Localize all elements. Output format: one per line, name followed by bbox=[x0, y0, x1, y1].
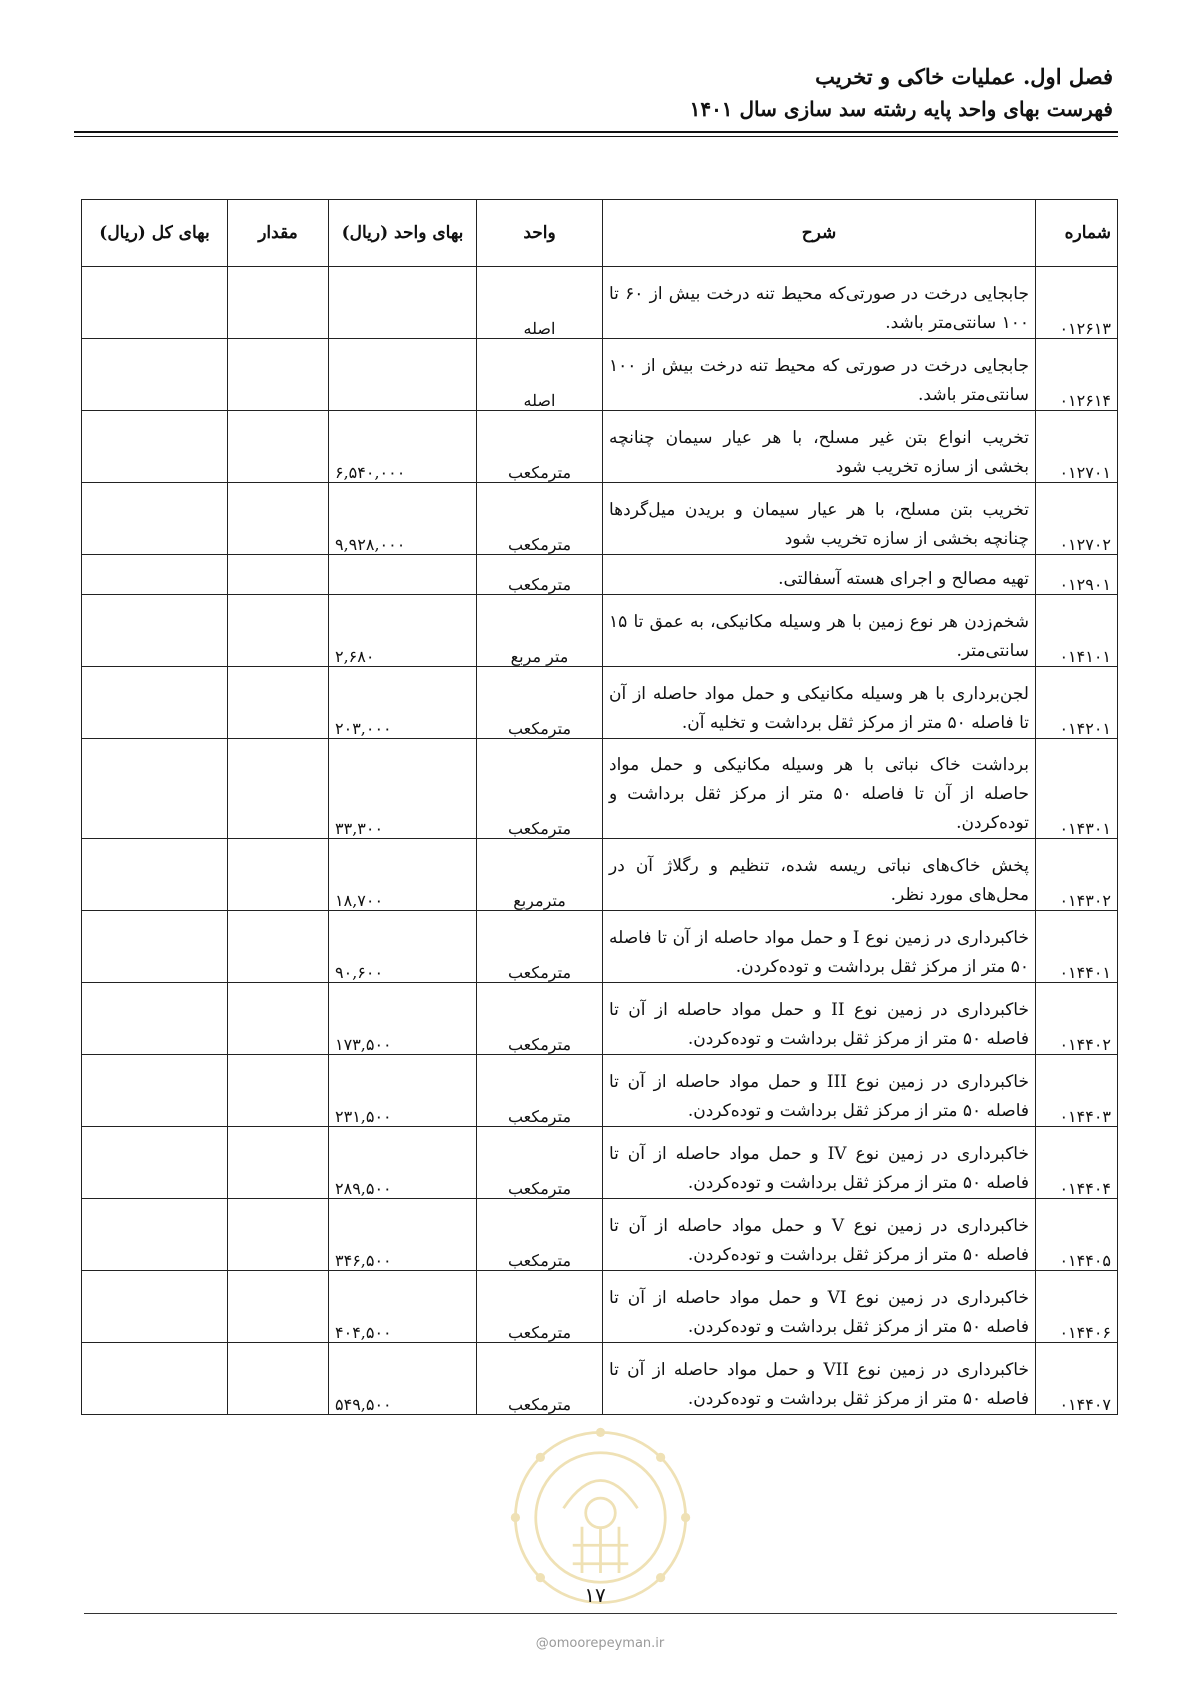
table-row bbox=[82, 911, 1118, 983]
item-unit-price: ۱۷۳,۵۰۰ bbox=[329, 983, 477, 1055]
item-total bbox=[82, 1271, 228, 1343]
item-description: جابجایی درخت در صورتی که محیط تنه درخت بیش از ۱۰۰ سانتی‌متر باشد. bbox=[603, 339, 1036, 411]
item-quantity bbox=[228, 1199, 329, 1271]
item-description: شخم‌زدن هر نوع زمین با هر وسیله مکانیکی، به عمق تا ۱۵ سانتی‌متر. bbox=[603, 595, 1036, 667]
table-row bbox=[82, 1127, 1118, 1199]
item-unit-price: ۲,۶۸۰ bbox=[329, 595, 477, 667]
item-unit-price: ۵۴۹,۵۰۰ bbox=[329, 1343, 477, 1415]
item-unit: مترمکعب bbox=[477, 1199, 603, 1271]
item-description: خاکبرداری در زمین نوع II و حمل مواد حاصله از آن تا فاصله ۵۰ متر از مرکز ثقل برداشت و توده‌کردن. bbox=[603, 983, 1036, 1055]
watermark-text: @omoorepeyman.ir bbox=[535, 1636, 665, 1651]
column-header-unit: واحد bbox=[477, 200, 603, 267]
item-total bbox=[82, 983, 228, 1055]
table-row bbox=[82, 1055, 1118, 1127]
column-header-unit-price: بهای واحد (ریال) bbox=[329, 200, 477, 267]
table-row bbox=[82, 1199, 1118, 1271]
table-row bbox=[82, 983, 1118, 1055]
item-quantity bbox=[228, 1055, 329, 1127]
header-rule-thin bbox=[74, 136, 1118, 137]
item-quantity bbox=[228, 411, 329, 483]
item-description: پخش خاک‌های نباتی ریسه شده، تنظیم و رگلاژ آن در محل‌های مورد نظر. bbox=[603, 839, 1036, 911]
page-number: ۱۷ bbox=[584, 1583, 606, 1607]
item-quantity bbox=[228, 667, 329, 739]
item-unit-price: ۹۰,۶۰۰ bbox=[329, 911, 477, 983]
item-total bbox=[82, 411, 228, 483]
item-code: ۰۱۴۴۰۳ bbox=[1036, 1055, 1118, 1127]
item-total bbox=[82, 839, 228, 911]
item-unit: مترمکعب bbox=[477, 1127, 603, 1199]
item-code: ۰۱۴۴۰۱ bbox=[1036, 911, 1118, 983]
item-quantity bbox=[228, 1343, 329, 1415]
item-unit: اصله bbox=[477, 267, 603, 339]
item-code: ۰۱۲۷۰۱ bbox=[1036, 411, 1118, 483]
item-unit-price: ۲۳۱,۵۰۰ bbox=[329, 1055, 477, 1127]
table-row bbox=[82, 667, 1118, 739]
item-quantity bbox=[228, 1271, 329, 1343]
item-total bbox=[82, 1199, 228, 1271]
item-description: تخریب انواع بتن غیر مسلح، با هر عیار سیمان چنانچه بخشی از سازه تخریب شود bbox=[603, 411, 1036, 483]
item-unit-price: ۱۸,۷۰۰ bbox=[329, 839, 477, 911]
table-row bbox=[82, 739, 1118, 839]
item-code: ۰۱۴۴۰۴ bbox=[1036, 1127, 1118, 1199]
item-code: ۰۱۴۳۰۱ bbox=[1036, 739, 1118, 839]
table-row bbox=[82, 555, 1118, 595]
document-title: فهرست بهای واحد پایه رشته سد سازی سال ۱۴۰۱ bbox=[689, 97, 1113, 121]
item-total bbox=[82, 667, 228, 739]
item-description: تهیه مصالح و اجرای هسته آسفالتی. bbox=[603, 555, 1036, 595]
item-unit: مترمکعب bbox=[477, 667, 603, 739]
item-unit: مترمکعب bbox=[477, 483, 603, 555]
table-row bbox=[82, 411, 1118, 483]
item-description: خاکبرداری در زمین نوع VII و حمل مواد حاصله از آن تا فاصله ۵۰ متر از مرکز ثقل برداشت و توده‌کردن. bbox=[603, 1343, 1036, 1415]
item-code: ۰۱۴۲۰۱ bbox=[1036, 667, 1118, 739]
item-unit-price bbox=[329, 339, 477, 411]
item-unit: مترمکعب bbox=[477, 1343, 603, 1415]
item-unit: مترمربع bbox=[477, 839, 603, 911]
item-unit: متر مربع bbox=[477, 595, 603, 667]
item-unit-price: ۲۰۳,۰۰۰ bbox=[329, 667, 477, 739]
item-unit-price: ۲۸۹,۵۰۰ bbox=[329, 1127, 477, 1199]
item-unit-price: ۶,۵۴۰,۰۰۰ bbox=[329, 411, 477, 483]
item-total bbox=[82, 1343, 228, 1415]
price-list-table bbox=[81, 199, 1118, 1415]
item-quantity bbox=[228, 739, 329, 839]
table-row bbox=[82, 267, 1118, 339]
item-description: خاکبرداری در زمین نوع IV و حمل مواد حاصله از آن تا فاصله ۵۰ متر از مرکز ثقل برداشت و توده‌کردن. bbox=[603, 1127, 1036, 1199]
item-code: ۰۱۲۶۱۴ bbox=[1036, 339, 1118, 411]
item-total bbox=[82, 911, 228, 983]
column-header-total: بهای کل (ریال) bbox=[82, 200, 228, 267]
page-header bbox=[63, 62, 1113, 126]
table-row bbox=[82, 839, 1118, 911]
table-row bbox=[82, 483, 1118, 555]
item-description: خاکبرداری در زمین نوع V و حمل مواد حاصله از آن تا فاصله ۵۰ متر از مرکز ثقل برداشت و توده‌کردن. bbox=[603, 1199, 1036, 1271]
item-total bbox=[82, 339, 228, 411]
item-code: ۰۱۴۴۰۲ bbox=[1036, 983, 1118, 1055]
item-code: ۰۱۴۱۰۱ bbox=[1036, 595, 1118, 667]
item-unit: مترمکعب bbox=[477, 983, 603, 1055]
item-description: جابجایی درخت در صورتی‌که محیط تنه درخت بیش از ۶۰ تا ۱۰۰ سانتی‌متر باشد. bbox=[603, 267, 1036, 339]
item-code: ۰۱۲۷۰۲ bbox=[1036, 483, 1118, 555]
item-total bbox=[82, 595, 228, 667]
item-quantity bbox=[228, 983, 329, 1055]
item-quantity bbox=[228, 555, 329, 595]
column-header-quantity: مقدار bbox=[228, 200, 329, 267]
item-description: خاکبرداری در زمین نوع I و حمل مواد حاصله از آن تا فاصله ۵۰ متر از مرکز ثقل برداشت و توده‌کردن. bbox=[603, 911, 1036, 983]
item-description: خاکبرداری در زمین نوع VI و حمل مواد حاصله از آن تا فاصله ۵۰ متر از مرکز ثقل برداشت و توده‌کردن. bbox=[603, 1271, 1036, 1343]
footer-rule bbox=[84, 1613, 1117, 1614]
item-unit-price: ۳۳,۳۰۰ bbox=[329, 739, 477, 839]
item-description: خاکبرداری در زمین نوع III و حمل مواد حاصله از آن تا فاصله ۵۰ متر از مرکز ثقل برداشت و توده‌کردن. bbox=[603, 1055, 1036, 1127]
item-quantity bbox=[228, 595, 329, 667]
item-unit: مترمکعب bbox=[477, 911, 603, 983]
item-unit: مترمکعب bbox=[477, 739, 603, 839]
table-body bbox=[82, 267, 1118, 1415]
table-row bbox=[82, 1343, 1118, 1415]
item-unit: مترمکعب bbox=[477, 555, 603, 595]
table-row bbox=[82, 339, 1118, 411]
item-quantity bbox=[228, 911, 329, 983]
item-description: تخریب بتن مسلح، با هر عیار سیمان و بریدن میل‌گردها چنانچه بخشی از سازه تخریب شود bbox=[603, 483, 1036, 555]
item-unit: مترمکعب bbox=[477, 1055, 603, 1127]
item-quantity bbox=[228, 339, 329, 411]
item-quantity bbox=[228, 483, 329, 555]
item-unit: مترمکعب bbox=[477, 1271, 603, 1343]
column-header-description: شرح bbox=[603, 200, 1036, 267]
item-code: ۰۱۲۶۱۳ bbox=[1036, 267, 1118, 339]
table-row bbox=[82, 595, 1118, 667]
item-quantity bbox=[228, 1127, 329, 1199]
item-quantity bbox=[228, 839, 329, 911]
item-total bbox=[82, 555, 228, 595]
item-total bbox=[82, 739, 228, 839]
item-quantity bbox=[228, 267, 329, 339]
table-row bbox=[82, 1271, 1118, 1343]
item-total bbox=[82, 1055, 228, 1127]
item-unit-price bbox=[329, 555, 477, 595]
item-total bbox=[82, 1127, 228, 1199]
item-code: ۰۱۴۴۰۶ bbox=[1036, 1271, 1118, 1343]
item-code: ۰۱۴۴۰۷ bbox=[1036, 1343, 1118, 1415]
item-description: برداشت خاک نباتی با هر وسیله مکانیکی و حمل مواد حاصله از آن تا فاصله ۵۰ متر از مرکز ثقل برداشت و توده‌کردن. bbox=[603, 739, 1036, 839]
item-unit-price: ۴۰۴,۵۰۰ bbox=[329, 1271, 477, 1343]
item-code: ۰۱۴۳۰۲ bbox=[1036, 839, 1118, 911]
item-code: ۰۱۲۹۰۱ bbox=[1036, 555, 1118, 595]
item-unit-price: ۳۴۶,۵۰۰ bbox=[329, 1199, 477, 1271]
table-header-row bbox=[82, 200, 1118, 267]
item-unit: اصله bbox=[477, 339, 603, 411]
column-header-code: شماره bbox=[1036, 200, 1118, 267]
item-description: لجن‌برداری با هر وسیله مکانیکی و حمل مواد حاصله از آن تا فاصله ۵۰ متر از مرکز ثقل برداشت و تخلیه آن. bbox=[603, 667, 1036, 739]
item-unit-price bbox=[329, 267, 477, 339]
chapter-title: فصل اول. عملیات خاکی و تخریب bbox=[815, 64, 1113, 89]
header-rule-thick bbox=[74, 131, 1118, 133]
item-unit-price: ۹,۹۲۸,۰۰۰ bbox=[329, 483, 477, 555]
item-code: ۰۱۴۴۰۵ bbox=[1036, 1199, 1118, 1271]
item-total bbox=[82, 267, 228, 339]
item-unit: مترمکعب bbox=[477, 411, 603, 483]
item-total bbox=[82, 483, 228, 555]
